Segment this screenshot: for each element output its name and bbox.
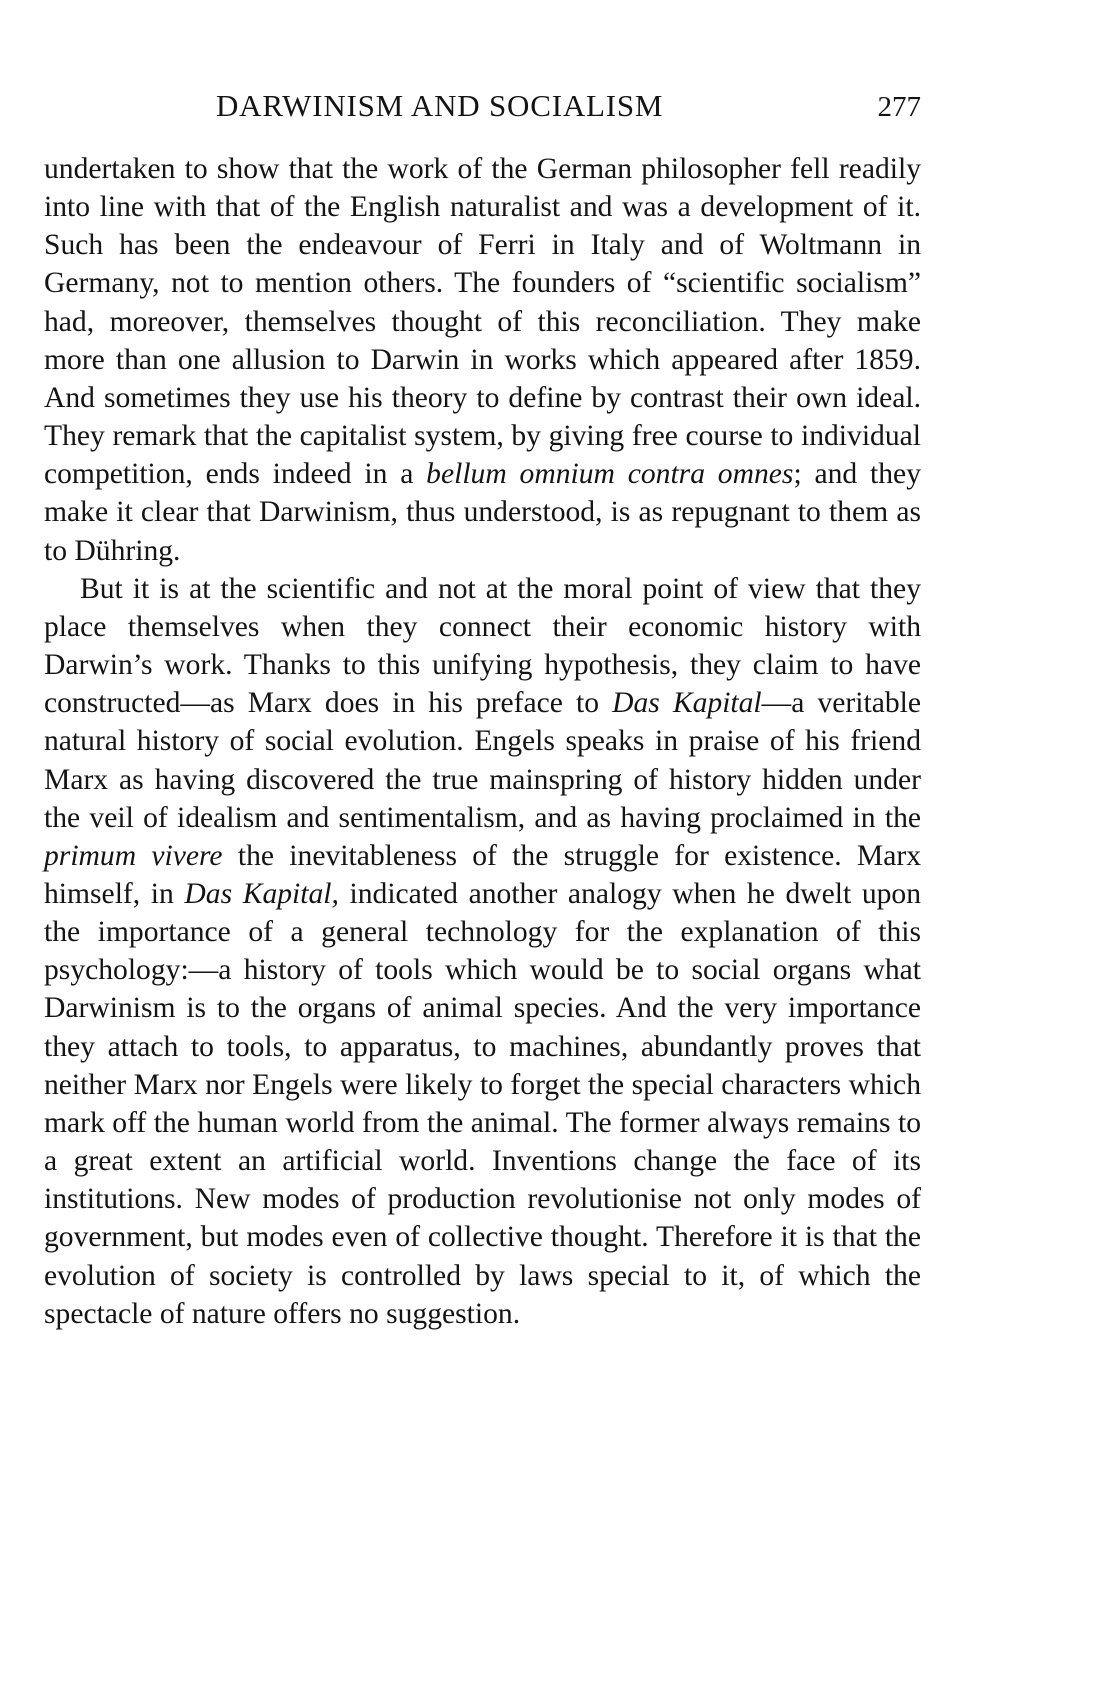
page-number: 277: [877, 91, 921, 123]
paragraph-2-text-4: indicated another analogy when he dwelt upon the importance of a general technology for the explanation of this psychology:—a history of tools which would be to social organs what Darwinism is to the organs of animal species. And the very importance they attach to tools, to apparatus, to machines, abundantly proves that neither Marx nor Engels were likely to forget the special characters which mark off the human world from the animal. The former always remains to a great extent an artificial world. Inventions change the face of its institutions. New modes of production revolutionise not only modes of government, but modes even of collective thought. Therefore it is that the evolution of society is controlled by laws special to it, of which the spectacle of nature offers no suggestion.: [44, 877, 922, 1330]
paragraph-continued: [44, 150, 921, 570]
italic-phrase-primum-vivere: primum vivere: [44, 839, 223, 872]
italic-title-das-kapital: Das Kapital: [612, 687, 762, 720]
running-title: DARWINISM AND SOCIALISM: [216, 88, 664, 123]
paragraph: [44, 570, 921, 1333]
body-text: [44, 150, 921, 1333]
paragraph-1-text-1: undertaken to show that the work of the German philosopher fell readily into line with that of the English naturalist and was a development of it. Such has been the endeavour of Ferri in Italy and of Woltmann in Germany, not to mention others. The founders of “scientific socialism” had, moreover, themselves thought of this reconciliation. They make more than one allusion to Darwin in works which appeared after 1859. And sometimes they use his theory to define by contrast their own ideal. They remark that the capitalist system, by giving free course to individual competition, ends indeed in a: [44, 153, 921, 491]
paragraph-1-text-2: ; and they make it clear that Darwinism, thus understood, is as repugnant to them as to Dühring.: [44, 458, 921, 567]
paragraph-2-text-1: But it is at the scientific and not at the moral point of view that they place themselves when they connect their economic history with Darwin’s work. Thanks to this unifying hypothesis, they claim to have constructed—as Marx does in his preface to: [44, 572, 921, 720]
paragraph-2-text-2: —a veritable natural history of social evolution. Engels speaks in praise of his friend Marx as having discovered the true mainspring of history hidden under the veil of idealism and sentimentalism, and as having proclaimed in the: [44, 687, 921, 834]
italic-phrase-bellum: bellum omnium contra omnes: [426, 458, 794, 491]
page-header: [44, 88, 921, 132]
italic-title-das-kapital-2: Das Kapital,: [184, 877, 339, 910]
paragraph-2-text-3: the inevitableness of the struggle for existence. Marx himself, in: [44, 839, 921, 910]
